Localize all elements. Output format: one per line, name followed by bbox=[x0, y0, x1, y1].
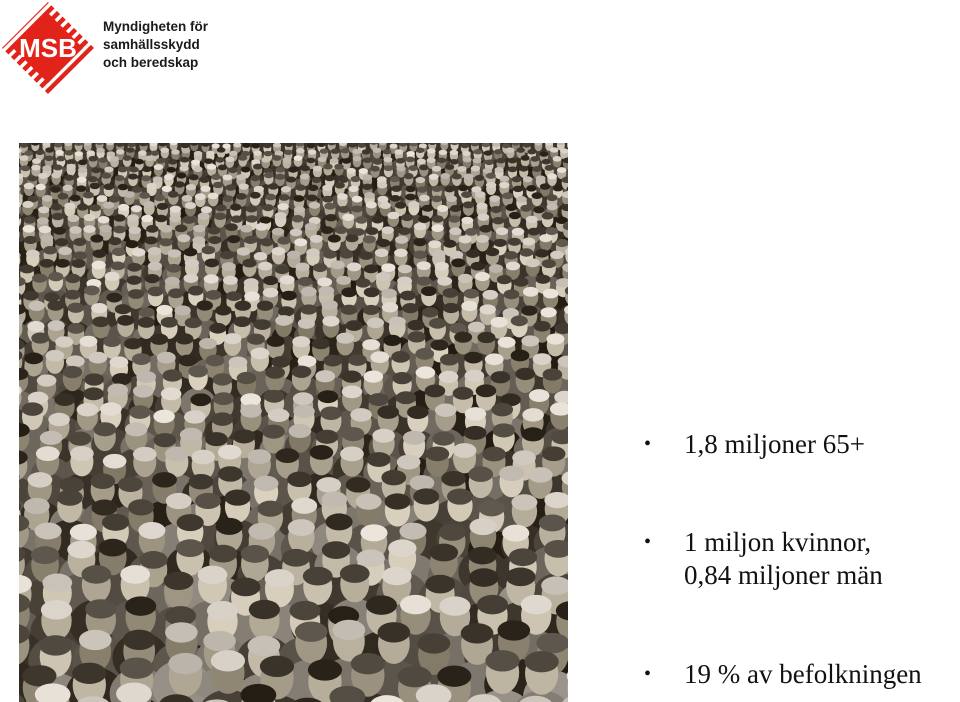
bullet-line: 1,8 miljoner 65+ bbox=[684, 429, 865, 459]
bullet-item bbox=[640, 428, 865, 461]
logo-mark-text: MSB bbox=[19, 33, 77, 63]
logo-name-line: och beredskap bbox=[103, 55, 199, 70]
bullet-line: 19 % av befolkningen bbox=[684, 659, 922, 689]
bullet-item bbox=[640, 658, 922, 691]
crowd-photo bbox=[19, 143, 568, 702]
msb-logo bbox=[0, 0, 230, 96]
logo-agency-name bbox=[103, 18, 208, 72]
bullet-marker: • bbox=[644, 433, 652, 455]
bullet-marker: • bbox=[644, 663, 652, 685]
bullet-text bbox=[684, 658, 922, 691]
bullet-text bbox=[684, 428, 865, 461]
bullet-list bbox=[640, 0, 960, 702]
bullet-marker: • bbox=[644, 531, 652, 553]
msb-logo-mark-icon bbox=[0, 0, 96, 96]
bullet-line: 0,84 miljoner män bbox=[684, 560, 883, 590]
crowd-photo-image bbox=[19, 143, 568, 702]
bullet-item bbox=[640, 526, 883, 592]
bullet-line: 1 miljon kvinnor, bbox=[684, 527, 872, 557]
logo-name-line: Myndigheten för bbox=[103, 19, 208, 34]
logo-name-line: samhällsskydd bbox=[103, 37, 200, 52]
bullet-text bbox=[684, 526, 883, 592]
